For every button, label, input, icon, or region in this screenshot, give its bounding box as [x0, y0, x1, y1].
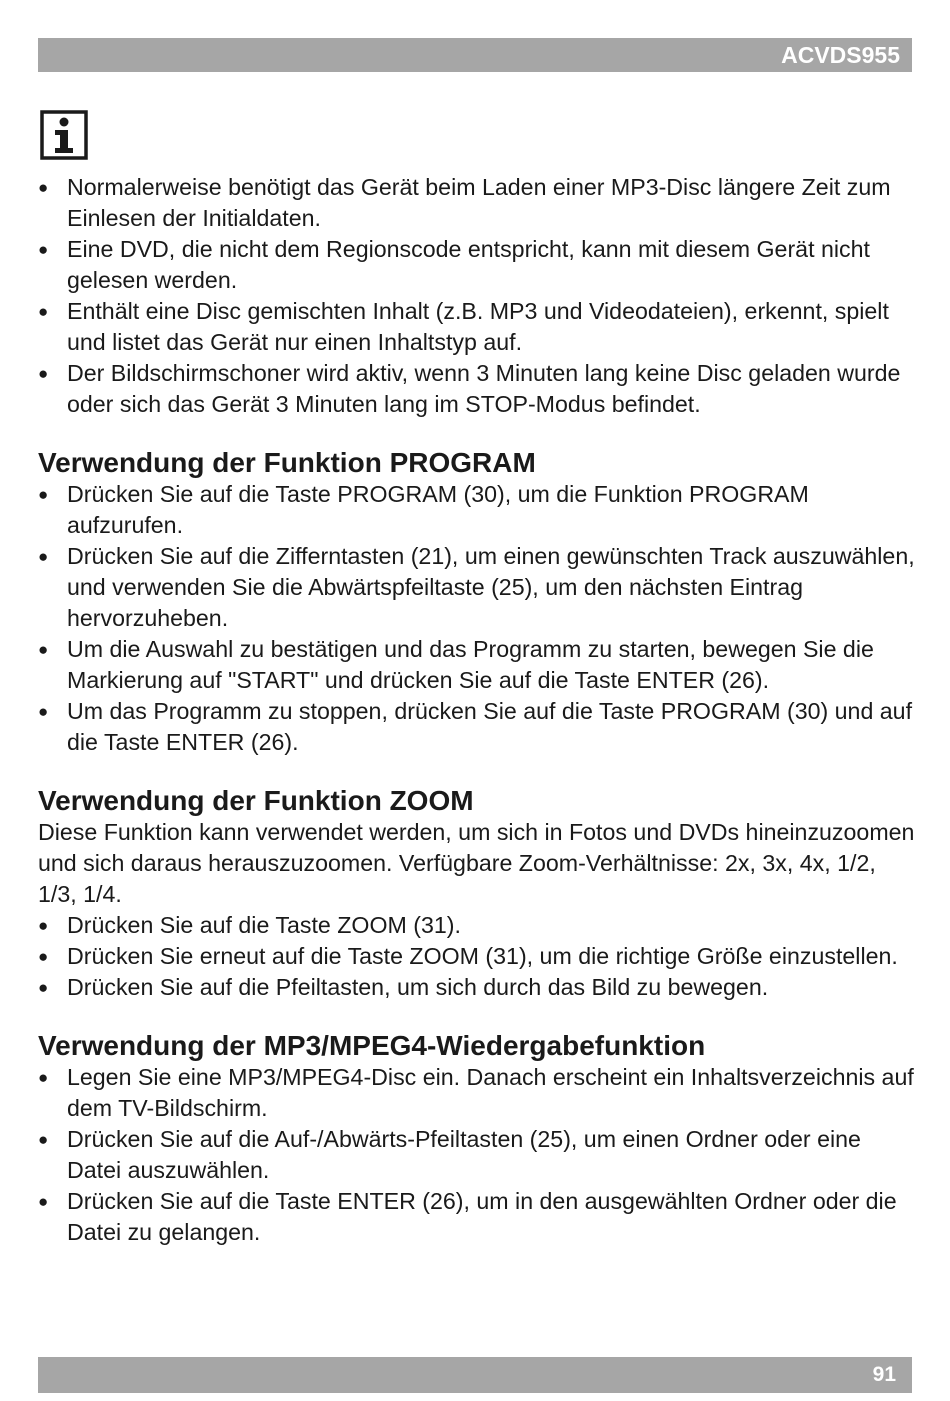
header-bar	[38, 38, 912, 72]
section-mp3	[38, 1029, 918, 1248]
list-item: ● Drücken Sie auf die Taste ZOOM (31).	[38, 910, 918, 941]
model-number: ACVDS955	[781, 41, 900, 68]
list-item: ● Drücken Sie erneut auf die Taste ZOOM (31), um die richtige Größe einzustellen.	[38, 941, 918, 972]
section-title: Verwendung der Funktion ZOOM	[38, 785, 474, 816]
zoom-intro: Diese Funktion kann verwendet werden, um sich in Fotos und DVDs hineinzuzoomen und sich daraus herauszuzoomen. Verfügbare Zoom-Verhältnisse: 2x, 3x, 4x, 1/2, 1/3, 1/4.	[38, 819, 915, 907]
section-program	[38, 446, 918, 758]
page-number: 91	[872, 1363, 896, 1386]
list-item: ● Drücken Sie auf die Taste ENTER (26), um in den ausgewählten Ordner oder die Datei zu gelangen.	[38, 1186, 918, 1248]
mp3-list	[38, 1062, 918, 1248]
list-item: ● Drücken Sie auf die Taste PROGRAM (30), um die Funktion PROGRAM aufzurufen.	[38, 479, 918, 541]
list-item: ● Um das Programm zu stoppen, drücken Sie auf die Taste PROGRAM (30) und auf die Taste ENTER (26).	[38, 696, 918, 758]
section-title: Verwendung der Funktion PROGRAM	[38, 447, 536, 478]
section-title: Verwendung der MP3/MPEG4-Wiedergabefunktion	[38, 1030, 706, 1061]
program-list	[38, 479, 918, 758]
intro-list	[38, 172, 918, 420]
page-content	[38, 172, 918, 1248]
list-item: ● Legen Sie eine MP3/MPEG4-Disc ein. Danach erscheint ein Inhaltsverzeichnis auf dem TV-Bildschirm.	[38, 1062, 918, 1124]
list-item: ● Drücken Sie auf die Auf-/Abwärts-Pfeiltasten (25), um einen Ordner oder eine Datei auszuwählen.	[38, 1124, 918, 1186]
section-zoom	[38, 784, 918, 1003]
list-item: ● Drücken Sie auf die Pfeiltasten, um sich durch das Bild zu bewegen.	[38, 972, 918, 1003]
footer-bar	[38, 1357, 912, 1393]
zoom-list	[38, 910, 918, 1003]
list-item: ● Eine DVD, die nicht dem Regionscode entspricht, kann mit diesem Gerät nicht gelesen werden.	[38, 234, 918, 296]
list-item: ● Drücken Sie auf die Zifferntasten (21), um einen gewünschten Track auszuwählen, und verwenden Sie die Abwärtspfeiltaste (25), um den nächsten Eintrag hervorzuheben.	[38, 541, 918, 634]
list-item: ● Um die Auswahl zu bestätigen und das Programm zu starten, bewegen Sie die Markierung auf "START" und drücken Sie auf die Taste ENTER (26).	[38, 634, 918, 696]
list-item: ● Normalerweise benötigt das Gerät beim Laden einer MP3-Disc längere Zeit zum Einlesen der Initialdaten.	[38, 172, 918, 234]
list-item: ● Der Bildschirmschoner wird aktiv, wenn 3 Minuten lang keine Disc geladen wurde oder sich das Gerät 3 Minuten lang im STOP-Modus befindet.	[38, 358, 918, 420]
info-icon	[40, 110, 88, 160]
list-item: ● Enthält eine Disc gemischten Inhalt (z.B. MP3 und Videodateien), erkennt, spielt und listet das Gerät nur einen Inhaltstyp auf.	[38, 296, 918, 358]
